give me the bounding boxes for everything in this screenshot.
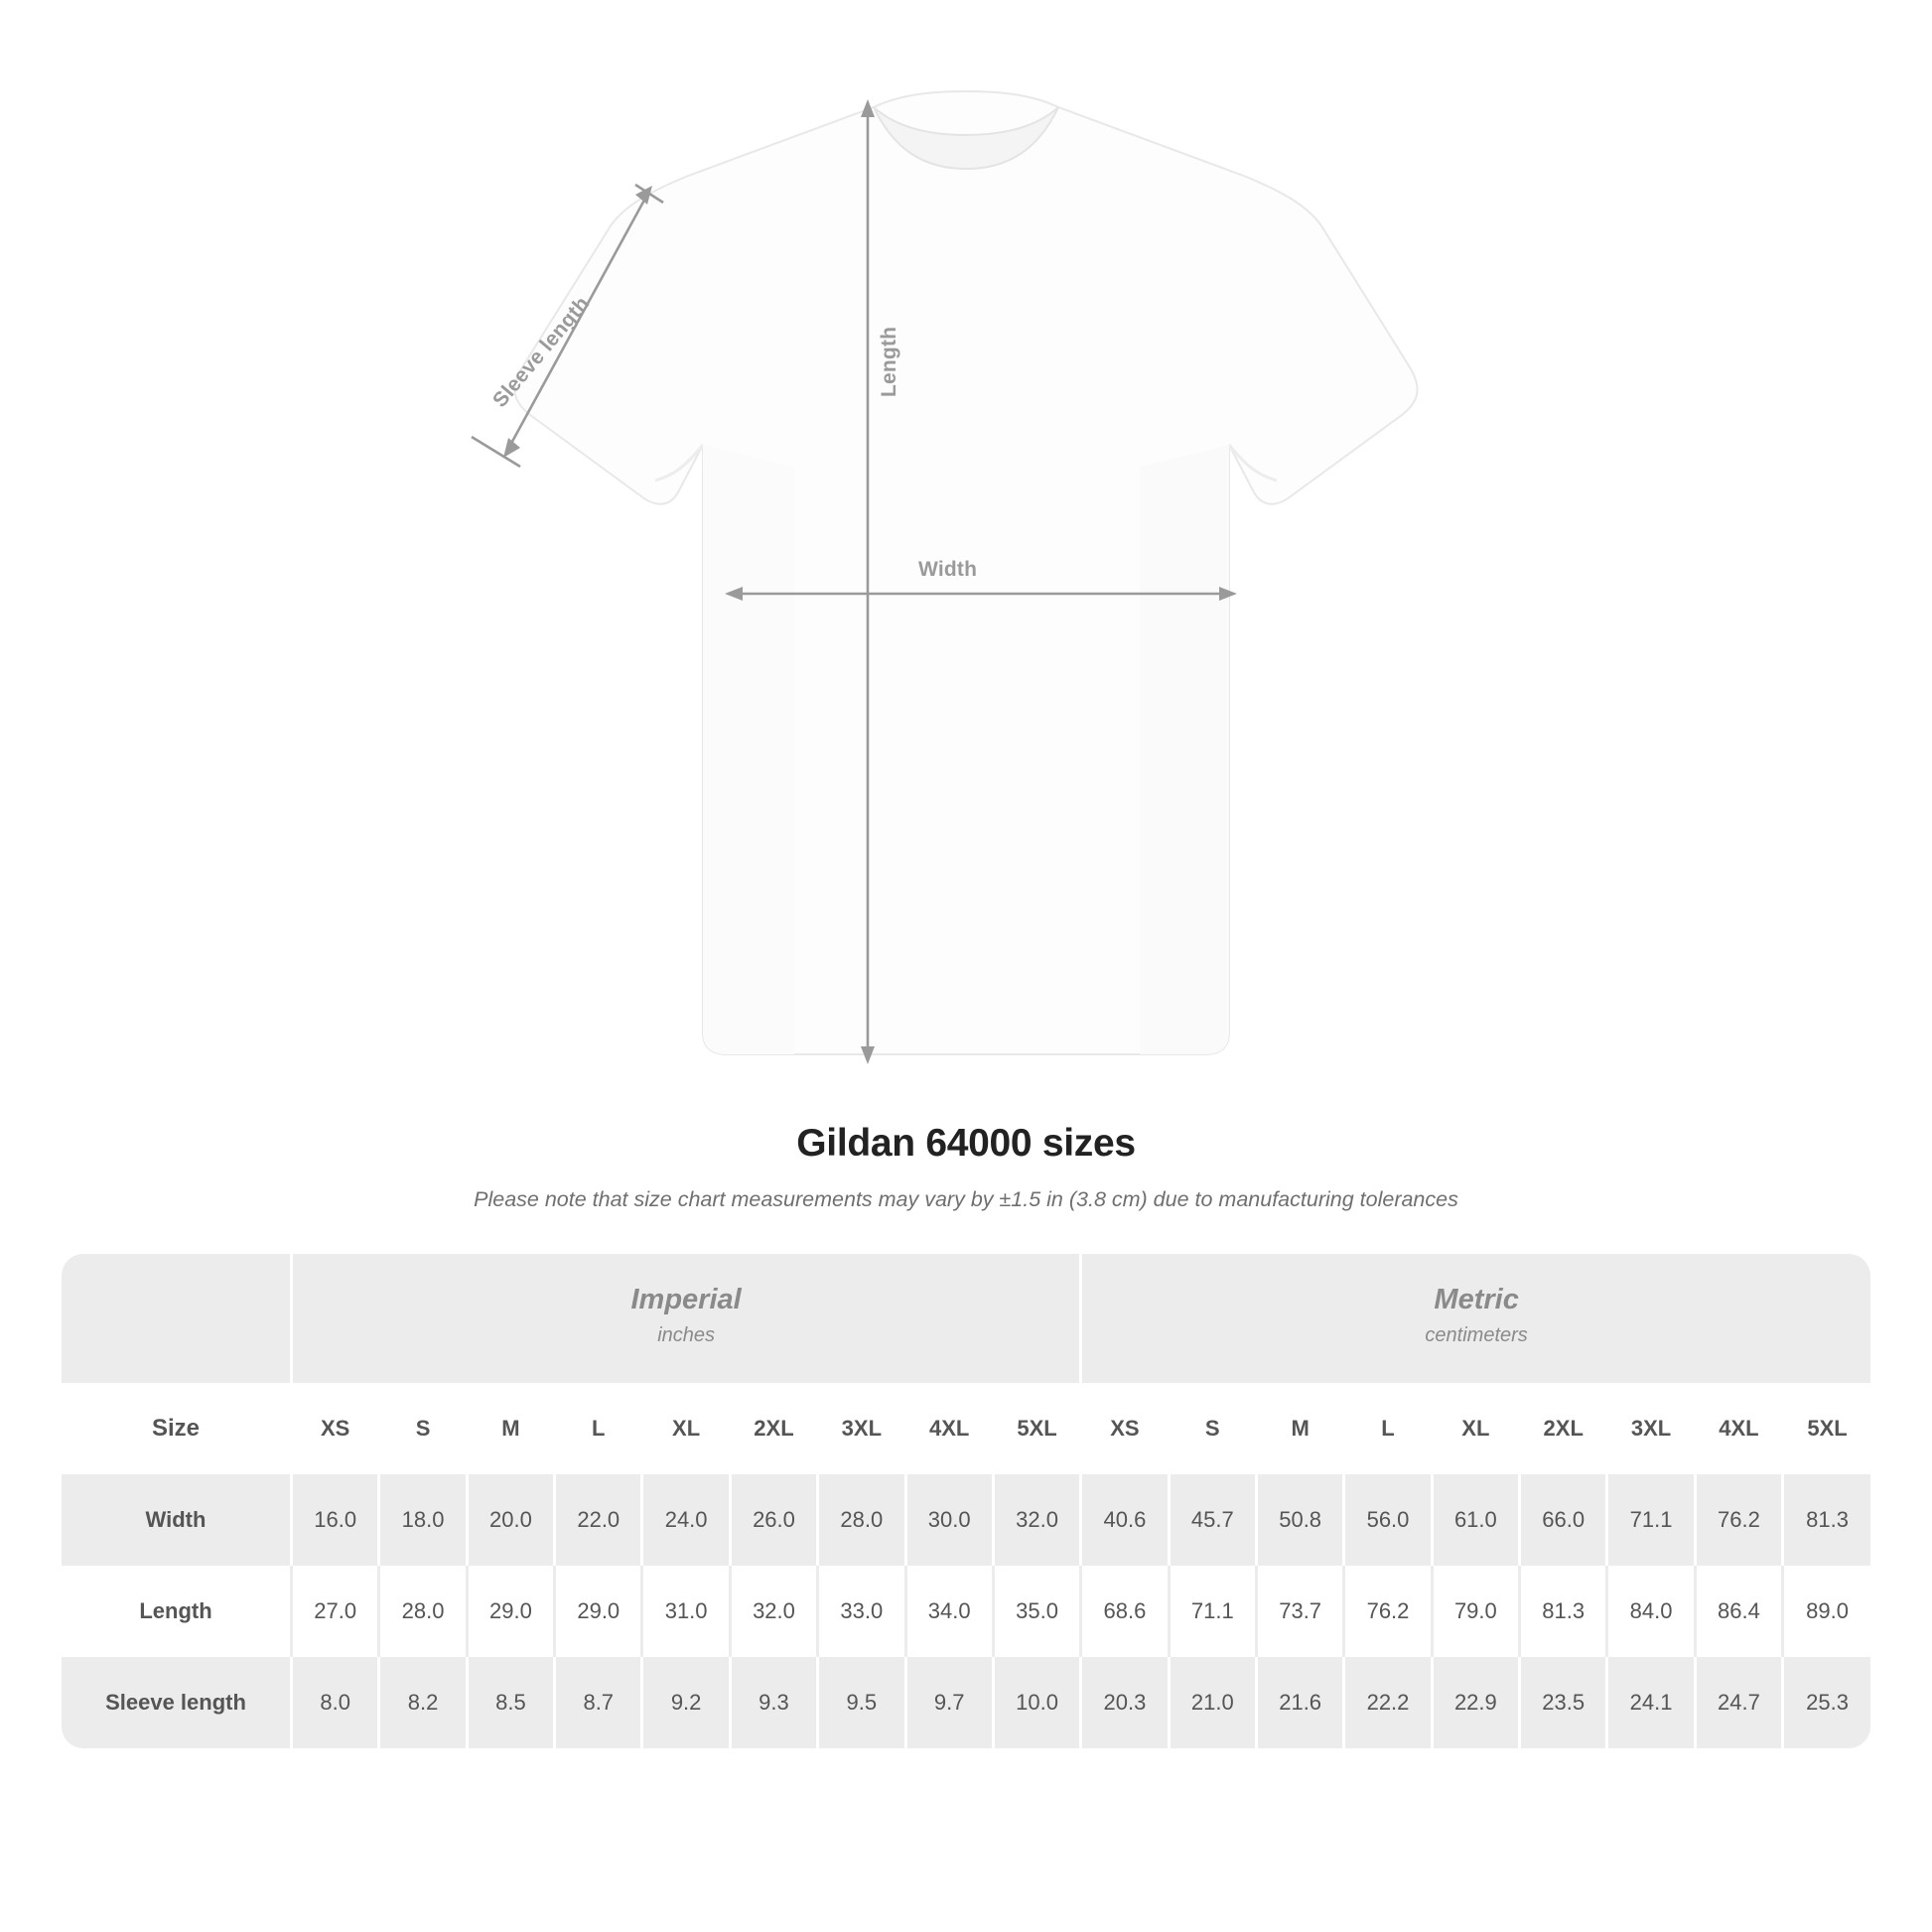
table-row-length	[62, 1566, 1870, 1657]
sleeve-metric-xs: 20.3	[1081, 1657, 1169, 1748]
width-imperial-l: 22.0	[555, 1474, 642, 1566]
sleeve-imperial-4xl: 9.7	[905, 1657, 993, 1748]
width-imperial-s: 18.0	[379, 1474, 467, 1566]
table-row-width	[62, 1474, 1870, 1566]
sleeve-metric-l: 22.2	[1344, 1657, 1432, 1748]
unit-group-metric-name: Metric	[1434, 1283, 1519, 1315]
length-imperial-m: 29.0	[467, 1566, 554, 1657]
size-header-metric-5xl: 5XL	[1783, 1383, 1870, 1474]
size-header-metric-xs: XS	[1081, 1383, 1169, 1474]
length-imperial-l: 29.0	[555, 1566, 642, 1657]
sleeve-imperial-5xl: 10.0	[993, 1657, 1080, 1748]
width-metric-m: 50.8	[1256, 1474, 1343, 1566]
size-header-imperial-3xl: 3XL	[818, 1383, 905, 1474]
sleeve-imperial-s: 8.2	[379, 1657, 467, 1748]
unit-group-imperial-name: Imperial	[630, 1283, 742, 1315]
length-imperial-3xl: 33.0	[818, 1566, 905, 1657]
length-metric-m: 73.7	[1256, 1566, 1343, 1657]
row-label-sleeve-length: Sleeve length	[62, 1657, 292, 1748]
size-header-metric-s: S	[1169, 1383, 1256, 1474]
size-table	[62, 1254, 1870, 1748]
tolerance-note: Please note that size chart measurements may vary by ±1.5 in (3.8 cm) due to manufacturing tolerances	[474, 1187, 1458, 1211]
length-metric-5xl: 89.0	[1783, 1566, 1870, 1657]
sleeve-metric-s: 21.0	[1169, 1657, 1256, 1748]
length-metric-3xl: 84.0	[1607, 1566, 1695, 1657]
size-header-imperial-l: L	[555, 1383, 642, 1474]
width-imperial-2xl: 26.0	[730, 1474, 817, 1566]
sleeve-metric-5xl: 25.3	[1783, 1657, 1870, 1748]
width-metric-5xl: 81.3	[1783, 1474, 1870, 1566]
length-imperial-s: 28.0	[379, 1566, 467, 1657]
size-header-metric-m: M	[1256, 1383, 1343, 1474]
width-metric-2xl: 66.0	[1520, 1474, 1607, 1566]
size-header-metric-2xl: 2XL	[1520, 1383, 1607, 1474]
unit-group-metric-sub: centimeters	[1425, 1324, 1528, 1347]
sleeve-imperial-m: 8.5	[467, 1657, 554, 1748]
length-metric-xl: 79.0	[1432, 1566, 1519, 1657]
unit-row-spacer	[62, 1254, 292, 1383]
length-imperial-5xl: 35.0	[993, 1566, 1080, 1657]
sleeve-length-dimension-label: Sleeve length	[488, 292, 595, 412]
length-metric-xs: 68.6	[1081, 1566, 1169, 1657]
length-metric-l: 76.2	[1344, 1566, 1432, 1657]
unit-group-imperial-sub: inches	[657, 1324, 716, 1347]
length-imperial-xs: 27.0	[292, 1566, 379, 1657]
sleeve-metric-xl: 22.9	[1432, 1657, 1519, 1748]
page-title: Gildan 64000 sizes	[796, 1122, 1136, 1165]
sleeve-imperial-l: 8.7	[555, 1657, 642, 1748]
size-header-imperial-m: M	[467, 1383, 554, 1474]
size-header-label: Size	[62, 1383, 292, 1474]
size-header-row	[62, 1383, 1870, 1474]
size-header-imperial-xl: XL	[642, 1383, 730, 1474]
sleeve-metric-3xl: 24.1	[1607, 1657, 1695, 1748]
sleeve-imperial-2xl: 9.3	[730, 1657, 817, 1748]
length-imperial-xl: 31.0	[642, 1566, 730, 1657]
sleeve-metric-4xl: 24.7	[1695, 1657, 1782, 1748]
table-row-sleeve-length	[62, 1657, 1870, 1748]
size-header-metric-4xl: 4XL	[1695, 1383, 1782, 1474]
width-metric-xs: 40.6	[1081, 1474, 1169, 1566]
width-imperial-m: 20.0	[467, 1474, 554, 1566]
width-dimension-label: Width	[918, 558, 978, 581]
width-imperial-xs: 16.0	[292, 1474, 379, 1566]
width-imperial-xl: 24.0	[642, 1474, 730, 1566]
length-imperial-2xl: 32.0	[730, 1566, 817, 1657]
length-metric-s: 71.1	[1169, 1566, 1256, 1657]
row-label-length: Length	[62, 1566, 292, 1657]
length-imperial-4xl: 34.0	[905, 1566, 993, 1657]
row-label-width: Width	[62, 1474, 292, 1566]
size-header-imperial-4xl: 4XL	[905, 1383, 993, 1474]
sleeve-imperial-xs: 8.0	[292, 1657, 379, 1748]
size-header-metric-l: L	[1344, 1383, 1432, 1474]
unit-group-metric	[1081, 1254, 1870, 1383]
unit-group-imperial	[292, 1254, 1081, 1383]
size-header-metric-xl: XL	[1432, 1383, 1519, 1474]
width-metric-3xl: 71.1	[1607, 1474, 1695, 1566]
size-table-container	[62, 1254, 1870, 1748]
sleeve-imperial-3xl: 9.5	[818, 1657, 905, 1748]
sleeve-metric-2xl: 23.5	[1520, 1657, 1607, 1748]
width-metric-xl: 61.0	[1432, 1474, 1519, 1566]
size-header-imperial-5xl: 5XL	[993, 1383, 1080, 1474]
size-header-imperial-2xl: 2XL	[730, 1383, 817, 1474]
unit-group-row	[62, 1254, 1870, 1383]
size-header-metric-3xl: 3XL	[1607, 1383, 1695, 1474]
width-imperial-5xl: 32.0	[993, 1474, 1080, 1566]
width-imperial-4xl: 30.0	[905, 1474, 993, 1566]
width-metric-l: 56.0	[1344, 1474, 1432, 1566]
width-metric-4xl: 76.2	[1695, 1474, 1782, 1566]
length-metric-4xl: 86.4	[1695, 1566, 1782, 1657]
sleeve-imperial-xl: 9.2	[642, 1657, 730, 1748]
size-header-imperial-s: S	[379, 1383, 467, 1474]
length-metric-2xl: 81.3	[1520, 1566, 1607, 1657]
width-imperial-3xl: 28.0	[818, 1474, 905, 1566]
title-block	[0, 1122, 1932, 1212]
sleeve-metric-m: 21.6	[1256, 1657, 1343, 1748]
width-metric-s: 45.7	[1169, 1474, 1256, 1566]
size-header-imperial-xs: XS	[292, 1383, 379, 1474]
length-dimension-label: Length	[878, 326, 900, 397]
